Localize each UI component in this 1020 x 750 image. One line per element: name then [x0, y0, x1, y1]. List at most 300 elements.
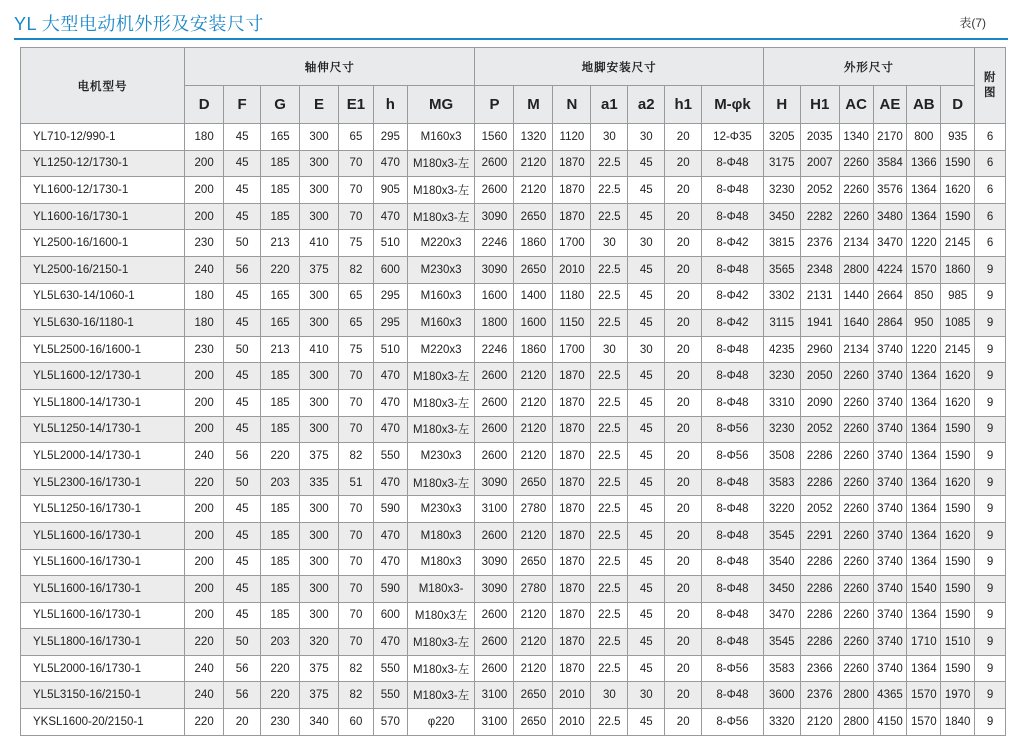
value-cell: 300 [300, 549, 339, 576]
value-cell: 20 [665, 655, 702, 682]
value-cell: M180x3-左 [407, 469, 475, 496]
column-header: M [514, 86, 553, 124]
value-cell: 300 [300, 496, 339, 523]
value-cell: 295 [373, 283, 407, 310]
value-cell: 8-Φ48 [702, 336, 764, 363]
value-cell: 8-Φ48 [702, 496, 764, 523]
column-header: H [763, 86, 800, 124]
value-cell: 550 [373, 682, 407, 709]
value-cell: 2120 [800, 709, 839, 736]
value-cell: 3740 [873, 576, 907, 603]
value-cell: 200 [185, 416, 224, 443]
value-cell: 2800 [839, 256, 873, 283]
table-row [21, 629, 1006, 656]
value-cell: 20 [665, 443, 702, 470]
value-cell: 22.5 [591, 602, 628, 629]
model-cell: YL2500-16/2150-1 [21, 256, 185, 283]
value-cell: 550 [373, 655, 407, 682]
value-cell: 2366 [800, 655, 839, 682]
value-cell: 3090 [475, 549, 514, 576]
value-cell: 20 [665, 522, 702, 549]
table-row [21, 310, 1006, 337]
column-header: h [373, 86, 407, 124]
value-cell: 3302 [763, 283, 800, 310]
value-cell: 1440 [839, 283, 873, 310]
value-cell: 1220 [907, 336, 941, 363]
value-cell: 470 [373, 363, 407, 390]
value-cell: 20 [665, 576, 702, 603]
value-cell: 1590 [941, 150, 975, 177]
value-cell: 3540 [763, 549, 800, 576]
value-cell: 2260 [839, 363, 873, 390]
value-cell: 1364 [907, 443, 941, 470]
value-cell: 2260 [839, 416, 873, 443]
figure-cell: 9 [975, 496, 1006, 523]
page-title: YL 大型电动机外形及安装尺寸 [14, 14, 264, 34]
value-cell: 2650 [514, 709, 553, 736]
value-cell: 3100 [475, 709, 514, 736]
value-cell: 1620 [941, 389, 975, 416]
value-cell: 550 [373, 443, 407, 470]
value-cell: 70 [339, 522, 374, 549]
value-cell: 1870 [553, 602, 591, 629]
value-cell: 30 [591, 230, 628, 257]
figure-cell: 9 [975, 283, 1006, 310]
value-cell: 45 [628, 576, 665, 603]
table-row [21, 416, 1006, 443]
value-cell: 2780 [514, 576, 553, 603]
value-cell: 30 [628, 230, 665, 257]
value-cell: 1590 [941, 549, 975, 576]
value-cell: 2260 [839, 203, 873, 230]
value-cell: 185 [261, 389, 300, 416]
value-cell: M180x3-左 [407, 629, 475, 656]
value-cell: 470 [373, 150, 407, 177]
value-cell: 2286 [800, 469, 839, 496]
value-cell: 45 [224, 203, 261, 230]
value-cell: 230 [185, 336, 224, 363]
value-cell: 45 [628, 469, 665, 496]
value-cell: 3480 [873, 203, 907, 230]
value-cell: 82 [339, 256, 374, 283]
value-cell: M180x3- [407, 576, 475, 603]
column-header: AB [907, 86, 941, 124]
value-cell: 2260 [839, 496, 873, 523]
value-cell: 8-Φ42 [702, 310, 764, 337]
value-cell: 22.5 [591, 469, 628, 496]
value-cell: 1860 [941, 256, 975, 283]
value-cell: 3090 [475, 469, 514, 496]
value-cell: 2864 [873, 310, 907, 337]
value-cell: 1590 [941, 416, 975, 443]
value-cell: 300 [300, 203, 339, 230]
value-cell: 2600 [475, 522, 514, 549]
value-cell: 45 [628, 310, 665, 337]
value-cell: 185 [261, 602, 300, 629]
value-cell: 1870 [553, 443, 591, 470]
value-cell: 2260 [839, 469, 873, 496]
value-cell: 1700 [553, 230, 591, 257]
value-cell: 2286 [800, 443, 839, 470]
value-cell: 45 [224, 363, 261, 390]
value-cell: 50 [224, 336, 261, 363]
value-cell: 2600 [475, 177, 514, 204]
value-cell: 8-Φ56 [702, 443, 764, 470]
value-cell: 20 [665, 602, 702, 629]
value-cell: M180x3 [407, 549, 475, 576]
value-cell: 220 [261, 682, 300, 709]
value-cell: 2376 [800, 682, 839, 709]
value-cell: 1366 [907, 150, 941, 177]
value-cell: 22.5 [591, 256, 628, 283]
value-cell: 3090 [475, 256, 514, 283]
value-cell: M180x3-左 [407, 177, 475, 204]
value-cell: 200 [185, 150, 224, 177]
value-cell: 3740 [873, 389, 907, 416]
value-cell: 1320 [514, 124, 553, 151]
table-row [21, 230, 1006, 257]
value-cell: 20 [665, 310, 702, 337]
value-cell: 300 [300, 283, 339, 310]
value-cell: 3508 [763, 443, 800, 470]
value-cell: 300 [300, 310, 339, 337]
column-header: D [185, 86, 224, 124]
model-cell: YL5L2500-16/1600-1 [21, 336, 185, 363]
value-cell: 45 [224, 522, 261, 549]
value-cell: 22.5 [591, 177, 628, 204]
value-cell: 1220 [907, 230, 941, 257]
value-cell: 2260 [839, 443, 873, 470]
value-cell: 185 [261, 496, 300, 523]
value-cell: 340 [300, 709, 339, 736]
value-cell: 600 [373, 256, 407, 283]
value-cell: 375 [300, 682, 339, 709]
value-cell: 2260 [839, 629, 873, 656]
figure-cell: 9 [975, 655, 1006, 682]
value-cell: 1870 [553, 522, 591, 549]
value-cell: 82 [339, 443, 374, 470]
model-cell: YL5L2300-16/1730-1 [21, 469, 185, 496]
value-cell: 2050 [800, 363, 839, 390]
value-cell: 70 [339, 177, 374, 204]
value-cell: 1700 [553, 336, 591, 363]
model-header: 电机型号 [21, 48, 185, 124]
value-cell: 3205 [763, 124, 800, 151]
value-cell: 600 [373, 602, 407, 629]
value-cell: M180x3-左 [407, 682, 475, 709]
value-cell: 1364 [907, 389, 941, 416]
value-cell: 2800 [839, 709, 873, 736]
value-cell: 1870 [553, 549, 591, 576]
value-cell: 45 [628, 602, 665, 629]
value-cell: 1590 [941, 602, 975, 629]
value-cell: 22.5 [591, 522, 628, 549]
value-cell: 8-Φ56 [702, 655, 764, 682]
model-cell: YL5L1800-16/1730-1 [21, 629, 185, 656]
value-cell: 3583 [763, 469, 800, 496]
value-cell: 3470 [763, 602, 800, 629]
value-cell: 70 [339, 203, 374, 230]
value-cell: 1364 [907, 522, 941, 549]
table-row [21, 709, 1006, 736]
table-row [21, 124, 1006, 151]
value-cell: 2120 [514, 443, 553, 470]
value-cell: 20 [665, 150, 702, 177]
model-cell: YL5L1600-12/1730-1 [21, 363, 185, 390]
value-cell: 50 [224, 230, 261, 257]
value-cell: 2600 [475, 416, 514, 443]
value-cell: φ220 [407, 709, 475, 736]
value-cell: 2131 [800, 283, 839, 310]
value-cell: 3230 [763, 177, 800, 204]
value-cell: 1870 [553, 177, 591, 204]
value-cell: 20 [665, 416, 702, 443]
value-cell: 56 [224, 655, 261, 682]
value-cell: 1540 [907, 576, 941, 603]
column-header: MG [407, 86, 475, 124]
value-cell: 2260 [839, 177, 873, 204]
column-header: a2 [628, 86, 665, 124]
value-cell: 22.5 [591, 416, 628, 443]
value-cell: 470 [373, 549, 407, 576]
value-cell: 1364 [907, 177, 941, 204]
table-row [21, 363, 1006, 390]
value-cell: 20 [665, 496, 702, 523]
value-cell: 1364 [907, 469, 941, 496]
value-cell: 180 [185, 310, 224, 337]
model-cell: YL5L1250-14/1730-1 [21, 416, 185, 443]
value-cell: 8-Φ42 [702, 230, 764, 257]
value-cell: 3576 [873, 177, 907, 204]
value-cell: 70 [339, 629, 374, 656]
value-cell: 22.5 [591, 283, 628, 310]
value-cell: 2134 [839, 230, 873, 257]
value-cell: 985 [941, 283, 975, 310]
value-cell: 2052 [800, 177, 839, 204]
value-cell: 1870 [553, 469, 591, 496]
value-cell: 20 [665, 469, 702, 496]
figure-cell: 9 [975, 443, 1006, 470]
shaft-group-header: 轴伸尺寸 [185, 48, 475, 86]
value-cell: 1870 [553, 363, 591, 390]
value-cell: 50 [224, 469, 261, 496]
value-cell: 45 [224, 124, 261, 151]
value-cell: 82 [339, 655, 374, 682]
value-cell: M180x3左 [407, 602, 475, 629]
value-cell: 1590 [941, 443, 975, 470]
value-cell: 935 [941, 124, 975, 151]
value-cell: 2260 [839, 522, 873, 549]
value-cell: 2052 [800, 416, 839, 443]
value-cell: 8-Φ56 [702, 416, 764, 443]
value-cell: 2145 [941, 230, 975, 257]
value-cell: 3740 [873, 549, 907, 576]
value-cell: 213 [261, 336, 300, 363]
value-cell: 3545 [763, 629, 800, 656]
table-row [21, 682, 1006, 709]
value-cell: 2600 [475, 602, 514, 629]
value-cell: 45 [224, 310, 261, 337]
value-cell: 2035 [800, 124, 839, 151]
value-cell: 220 [185, 629, 224, 656]
model-cell: YL1600-16/1730-1 [21, 203, 185, 230]
value-cell: 20 [224, 709, 261, 736]
value-cell: 45 [224, 416, 261, 443]
value-cell: 45 [628, 256, 665, 283]
value-cell: M230x3 [407, 443, 475, 470]
figure-cell: 9 [975, 682, 1006, 709]
value-cell: 30 [628, 124, 665, 151]
value-cell: 2650 [514, 682, 553, 709]
value-cell: 45 [628, 416, 665, 443]
value-cell: 70 [339, 389, 374, 416]
value-cell: 185 [261, 576, 300, 603]
figure-cell: 6 [975, 124, 1006, 151]
value-cell: 1510 [941, 629, 975, 656]
value-cell: 45 [224, 576, 261, 603]
value-cell: 2260 [839, 602, 873, 629]
figure-header [975, 48, 1006, 124]
value-cell: 45 [224, 177, 261, 204]
value-cell: 3740 [873, 629, 907, 656]
value-cell: 1640 [839, 310, 873, 337]
value-cell: 240 [185, 682, 224, 709]
value-cell: 4235 [763, 336, 800, 363]
value-cell: 1870 [553, 150, 591, 177]
value-cell: 375 [300, 443, 339, 470]
value-cell: 185 [261, 549, 300, 576]
value-cell: 2282 [800, 203, 839, 230]
value-cell: 1364 [907, 602, 941, 629]
figure-cell: 9 [975, 416, 1006, 443]
value-cell: 20 [665, 283, 702, 310]
value-cell: 2650 [514, 256, 553, 283]
value-cell: 1590 [941, 576, 975, 603]
model-cell: YKSL1600-20/2150-1 [21, 709, 185, 736]
value-cell: 3565 [763, 256, 800, 283]
value-cell: 240 [185, 655, 224, 682]
value-cell: 1860 [514, 230, 553, 257]
model-cell: YL2500-16/1600-1 [21, 230, 185, 257]
figure-cell: 9 [975, 522, 1006, 549]
value-cell: M230x3 [407, 256, 475, 283]
value-cell: M160x3 [407, 283, 475, 310]
value-cell: 8-Φ48 [702, 629, 764, 656]
value-cell: 185 [261, 522, 300, 549]
value-cell: 20 [665, 256, 702, 283]
value-cell: 22.5 [591, 389, 628, 416]
value-cell: 2286 [800, 629, 839, 656]
value-cell: 60 [339, 709, 374, 736]
value-cell: 1860 [514, 336, 553, 363]
value-cell: 45 [628, 150, 665, 177]
value-cell: 1840 [941, 709, 975, 736]
value-cell: 375 [300, 655, 339, 682]
value-cell: M160x3 [407, 124, 475, 151]
value-cell: 20 [665, 389, 702, 416]
value-cell: 20 [665, 709, 702, 736]
value-cell: 22.5 [591, 443, 628, 470]
figure-cell: 9 [975, 602, 1006, 629]
value-cell: 200 [185, 522, 224, 549]
value-cell: 1710 [907, 629, 941, 656]
value-cell: 300 [300, 576, 339, 603]
value-cell: 950 [907, 310, 941, 337]
value-cell: 800 [907, 124, 941, 151]
value-cell: 1085 [941, 310, 975, 337]
table-row [21, 655, 1006, 682]
value-cell: 240 [185, 256, 224, 283]
value-cell: 45 [628, 709, 665, 736]
value-cell: 2600 [475, 443, 514, 470]
value-cell: 2600 [475, 629, 514, 656]
value-cell: 82 [339, 682, 374, 709]
value-cell: 2052 [800, 496, 839, 523]
figure-cell: 9 [975, 629, 1006, 656]
model-cell: YL1600-12/1730-1 [21, 177, 185, 204]
value-cell: 70 [339, 496, 374, 523]
figure-cell: 9 [975, 469, 1006, 496]
value-cell: 22.5 [591, 310, 628, 337]
table-row [21, 522, 1006, 549]
table-row [21, 443, 1006, 470]
column-header: D [941, 86, 975, 124]
value-cell: 510 [373, 230, 407, 257]
value-cell: 1620 [941, 469, 975, 496]
value-cell: 203 [261, 629, 300, 656]
value-cell: 1120 [553, 124, 591, 151]
value-cell: 20 [665, 177, 702, 204]
column-header: AC [839, 86, 873, 124]
value-cell: 22.5 [591, 549, 628, 576]
model-cell: YL1250-12/1730-1 [21, 150, 185, 177]
value-cell: 300 [300, 416, 339, 443]
figure-cell: 6 [975, 177, 1006, 204]
table-row [21, 256, 1006, 283]
value-cell: 300 [300, 389, 339, 416]
value-cell: 2650 [514, 469, 553, 496]
value-cell: 165 [261, 124, 300, 151]
value-cell: M180x3-左 [407, 203, 475, 230]
value-cell: 1600 [514, 310, 553, 337]
value-cell: 2145 [941, 336, 975, 363]
figure-cell: 6 [975, 230, 1006, 257]
value-cell: 3230 [763, 416, 800, 443]
value-cell: 2090 [800, 389, 839, 416]
value-cell: 2664 [873, 283, 907, 310]
table-row [21, 469, 1006, 496]
value-cell: 8-Φ48 [702, 682, 764, 709]
value-cell: 1364 [907, 416, 941, 443]
value-cell: 3740 [873, 496, 907, 523]
value-cell: 1600 [475, 283, 514, 310]
figure-cell: 9 [975, 549, 1006, 576]
value-cell: 1870 [553, 576, 591, 603]
column-header: E [300, 86, 339, 124]
figure-cell: 6 [975, 150, 1006, 177]
value-cell: M180x3-左 [407, 150, 475, 177]
value-cell: 213 [261, 230, 300, 257]
value-cell: 1620 [941, 522, 975, 549]
value-cell: 1941 [800, 310, 839, 337]
value-cell: 2170 [873, 124, 907, 151]
value-cell: 12-Φ35 [702, 124, 764, 151]
value-cell: M230x3 [407, 496, 475, 523]
model-cell: YL5L1600-16/1730-1 [21, 549, 185, 576]
value-cell: 300 [300, 124, 339, 151]
value-cell: 2600 [475, 655, 514, 682]
value-cell: 2010 [553, 256, 591, 283]
